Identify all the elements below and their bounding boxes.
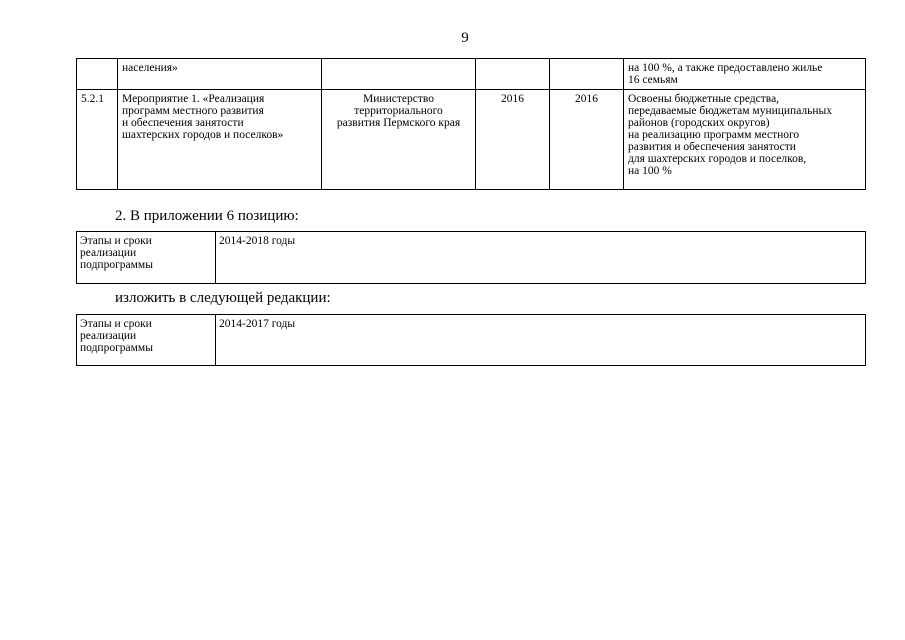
cell-year-start-text: 2016 bbox=[501, 93, 524, 105]
table-row bbox=[77, 315, 866, 366]
position-value: 2014-2018 годы bbox=[219, 235, 296, 247]
position-value: 2014-2017 годы bbox=[219, 318, 296, 330]
cell-executor bbox=[322, 90, 476, 190]
position-value-cell bbox=[216, 315, 866, 366]
position-value-cell bbox=[216, 232, 866, 284]
cell-result bbox=[624, 90, 866, 190]
cell-year-start bbox=[476, 90, 550, 190]
cell-year-start bbox=[476, 59, 550, 90]
position-label-cell bbox=[77, 315, 216, 366]
cell-result bbox=[624, 59, 866, 90]
cell-result-text: на 100 %, а также предоставлено жилье 16 семьям bbox=[628, 62, 823, 86]
new-position-table bbox=[76, 314, 866, 366]
cell-year-end bbox=[550, 90, 624, 190]
table-row bbox=[77, 232, 866, 284]
activities-table bbox=[76, 58, 866, 190]
cell-name-text: населения» bbox=[122, 62, 178, 74]
position-label: Этапы и сроки реализации подпрограммы bbox=[80, 235, 153, 271]
position-label-cell bbox=[77, 232, 216, 284]
old-position-table bbox=[76, 231, 866, 284]
cell-year-end-text: 2016 bbox=[575, 93, 598, 105]
paragraph-3: изложить в следующей редакции: bbox=[115, 290, 331, 306]
table-row bbox=[77, 90, 866, 190]
position-label: Этапы и сроки реализации подпрограммы bbox=[80, 318, 153, 354]
cell-number bbox=[77, 90, 118, 190]
cell-result-text: Освоены бюджетные средства, передаваемые бюджетам муниципальных районов (городских округов) на реализацию программ местного развития и обеспечения занятости для шахтерских городов и поселков, на 100 % bbox=[628, 93, 833, 177]
cell-number-text: 5.2.1 bbox=[81, 93, 104, 105]
cell-executor bbox=[322, 59, 476, 90]
cell-name bbox=[118, 59, 322, 90]
page-number: 9 bbox=[461, 30, 469, 46]
table-row bbox=[77, 59, 866, 90]
cell-year-end bbox=[550, 59, 624, 90]
paragraph-2: 2. В приложении 6 позицию: bbox=[115, 208, 299, 224]
cell-number bbox=[77, 59, 118, 90]
cell-executor-text: Министерство территориального развития Пермского края bbox=[336, 93, 461, 129]
cell-name bbox=[118, 90, 322, 190]
cell-name-text: Мероприятие 1. «Реализация программ местного развития и обеспечения занятости шахтерских городов и поселков» bbox=[122, 93, 284, 141]
